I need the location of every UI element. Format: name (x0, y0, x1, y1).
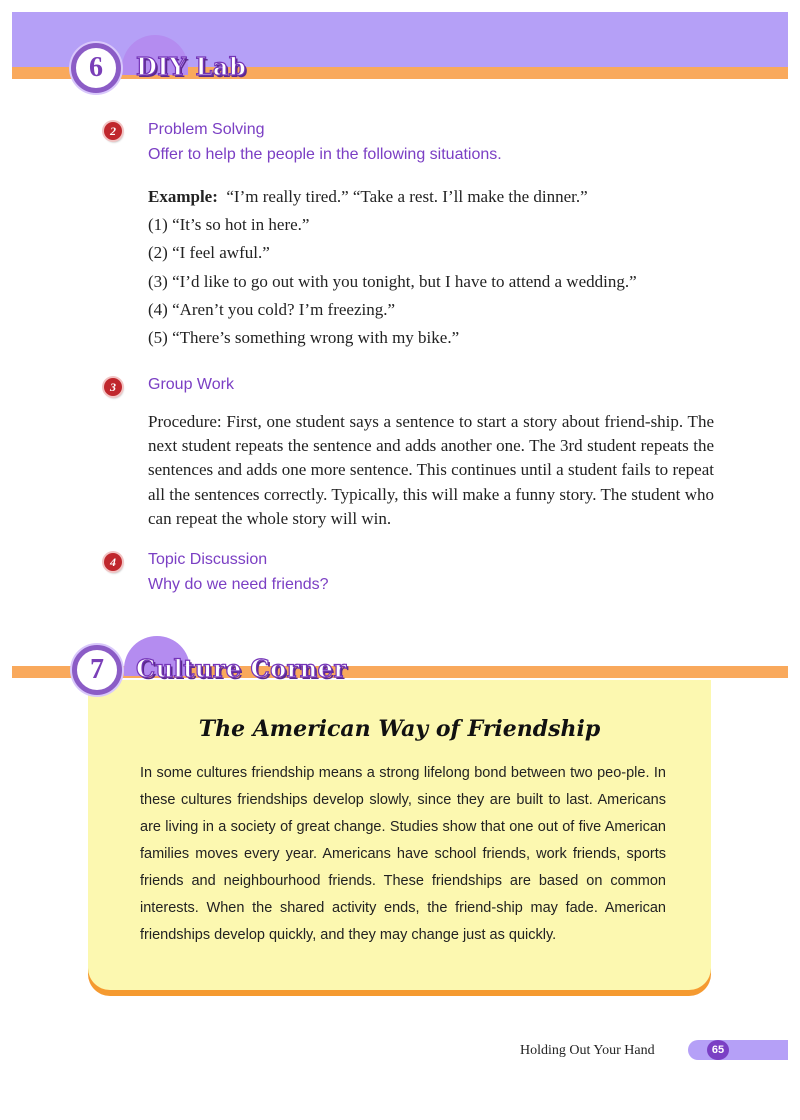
culture-corner-box (88, 680, 711, 990)
item-4-heading: Topic Discussion (148, 551, 268, 568)
item-2-instruction: Offer to help the people in the following situations. (148, 146, 502, 163)
item-2-heading: Problem Solving (148, 121, 265, 138)
footer-tab (688, 1040, 788, 1060)
situation-2: (2) “I feel awful.” (148, 243, 270, 262)
item-3-heading: Group Work (148, 376, 234, 393)
situation-3: (3) “I’d like to go out with you tonight, but I have to attend a wedding.” (148, 272, 637, 291)
example-text: “I’m really tired.” “Take a rest. I’ll make the dinner.” (226, 187, 588, 206)
section-6-number-badge: 6 (71, 43, 121, 93)
item-4-bullet: 4 (104, 553, 122, 571)
item-2-bullet: 2 (104, 122, 122, 140)
article-title: The American Way of Friendship (198, 716, 601, 742)
article-text: In some cultures friendship means a strong lifelong bond between two peo-ple. In these cultures friendships develop slowly, since they are built to last. Americans are living in a society of great change. Studies show that one out of five American families moves every year. Americans have school friends, work friends, sports friends and neighbourhood friends. These friendships are based on common interests. When the shared activity ends, the friend-ship may fade. American friendships develop quickly, and they may change just as quickly. (140, 765, 666, 943)
section-7-number-badge: 7 (72, 645, 122, 695)
group-work-procedure: Procedure: First, one student says a sentence to start a story about friend-ship. The next student repeats the sentence and adds another one. The 3rd student repeats the sentences and adds one more sentence. This continues until a student fails to repeat all the sentences correctly. Typically, this will make a funny story. The student who can repeat the whole story will win. (148, 412, 714, 528)
section-7-title: Culture Corner (136, 654, 347, 683)
section-6-title: DIY Lab (136, 52, 247, 81)
example-line (148, 187, 588, 207)
item-4-question: Why do we need friends? (148, 576, 329, 593)
footer-unit-title: Holding Out Your Hand (520, 1043, 655, 1058)
page-number: 65 (707, 1040, 729, 1060)
situation-5: (5) “There’s something wrong with my bike.” (148, 328, 460, 347)
example-label: Example: (148, 187, 218, 206)
item-3-bullet: 3 (104, 378, 122, 396)
situation-4: (4) “Aren’t you cold? I’m freezing.” (148, 300, 396, 319)
situation-1: (1) “It’s so hot in here.” (148, 215, 310, 234)
